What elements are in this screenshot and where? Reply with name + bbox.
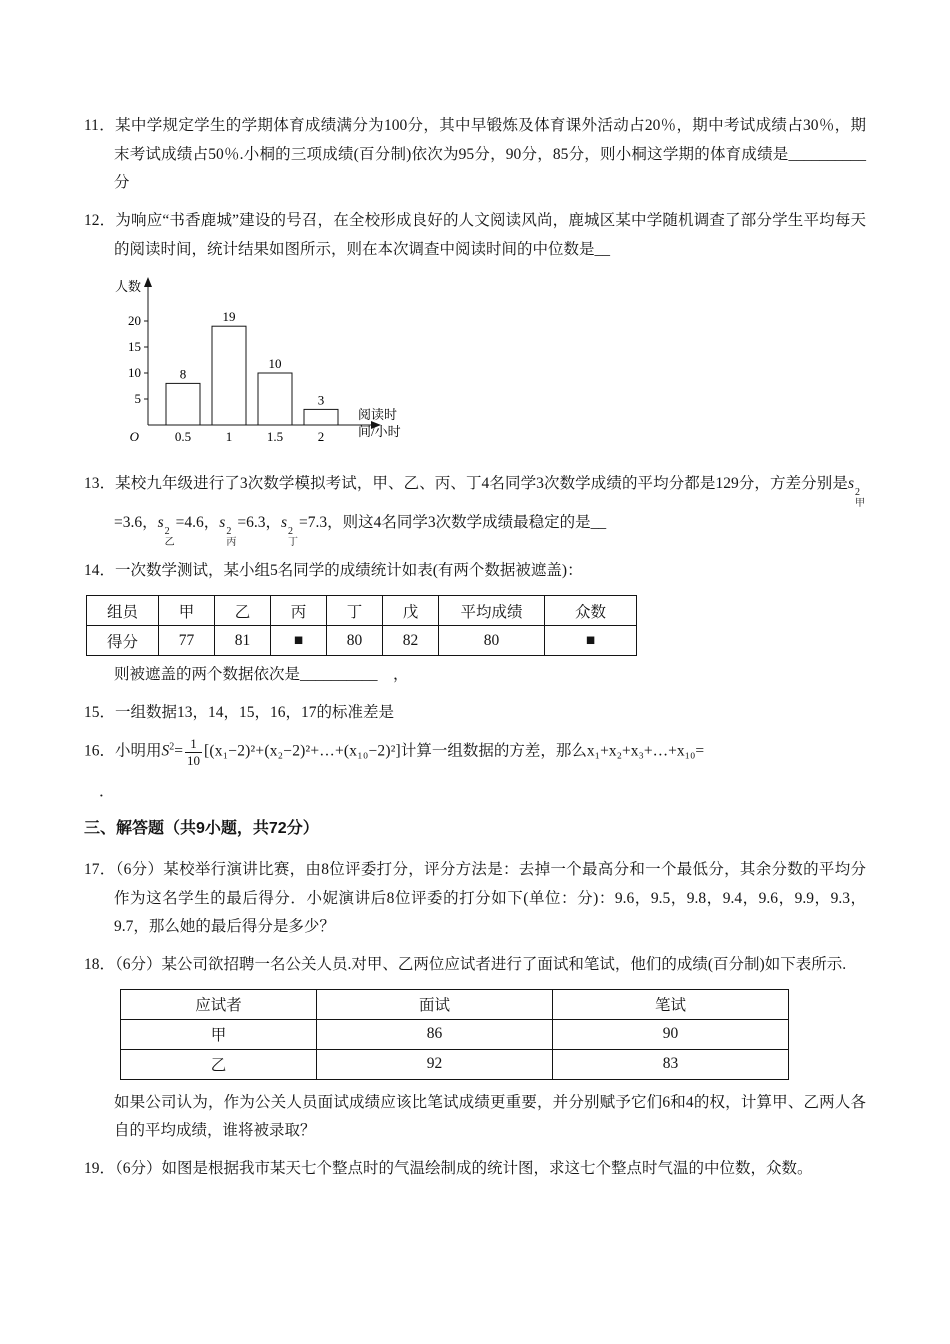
table-cell: 86 [317, 1019, 553, 1049]
question-14 [84, 557, 866, 586]
question-14-text: 14．一次数学测试，某小组5名同学的成绩统计如表(有两个数据被遮盖)： [84, 562, 583, 580]
q18-table-row-yi [121, 1049, 789, 1079]
q14-score-table [86, 595, 637, 656]
table-cell: 得分 [87, 626, 159, 656]
question-17-text: 17．（6分）某校举行演讲比赛，由8位评委打分，评分方法是：去掉一个最高分和一个最低分，其余分数的平均分作为这名学生的最后得分．小妮演讲后8位评委的打分如下(单位：分)：9.6，9.5，9.8，9.4，9.6，9.9，9.3，9.7，那么她的最后得分是多少？ [84, 861, 866, 936]
table-cell: 面试 [317, 989, 553, 1019]
fraction-one-tenth: $\frac{1}{10}$ [187, 736, 201, 768]
table-cell: 戊 [383, 596, 439, 626]
svg-text:5: 5 [134, 391, 141, 407]
table-cell: 笔试 [553, 989, 789, 1019]
question-19-text: 19．（6分）如图是根据我市某天七个整点时的气温绘制成的统计图，求这七个整点时气温的中位数，众数。 [84, 1160, 813, 1178]
question-19 [84, 1155, 866, 1184]
table-cell: 80 [327, 626, 383, 656]
variance-value-yi: =4.6， [175, 514, 220, 532]
table-cell: 甲 [121, 1019, 317, 1049]
q18-table-row-jia [121, 1019, 789, 1049]
table-cell: 82 [383, 626, 439, 656]
question-13-post: 则这4名同学3次数学成绩最稳定的是__ [342, 514, 607, 532]
variance-value-bing: =6.3， [237, 514, 281, 532]
table-cell: 乙 [215, 596, 271, 626]
table-cell: 众数 [545, 596, 637, 626]
table-cell: 丁 [327, 596, 383, 626]
variance-symbol-ding: s 2 丁 [280, 514, 299, 549]
table-cell: 81 [215, 626, 271, 656]
question-17 [84, 856, 866, 942]
variance-value-ding: =7.3， [299, 514, 343, 532]
question-13 [84, 470, 866, 548]
table-cell: 92 [317, 1049, 553, 1079]
question-16-pre: 16．小明用 [84, 743, 162, 761]
question-18-text: 18．（6分）某公司欲招聘一名公关人员.对甲、乙两位应试者进行了面试和笔试，他们的成绩(百分制)如下表所示. [84, 956, 847, 974]
svg-text:O: O [129, 429, 139, 445]
variance-symbol-yi: s 2 乙 [157, 514, 175, 549]
variance-symbol-jia: s 2 甲 [847, 475, 865, 510]
question-16-line2: ． [99, 782, 115, 800]
table-cell: 77 [159, 626, 215, 656]
svg-text:10: 10 [268, 356, 282, 372]
question-16: 16．小明用$S^2=$ $\frac{1}{10}$ [(x₁−2)²+(x₂−2)²+…+(x₁₀−2)²]计算一组数据的方差，那么x₁+x₂+x₃+…+x₁₀= [84, 736, 705, 768]
svg-text:3: 3 [317, 392, 325, 408]
svg-text:8: 8 [179, 366, 187, 382]
table-cell: 平均成绩 [439, 596, 545, 626]
svg-text:阅读时: 阅读时 [358, 407, 398, 423]
question-18 [84, 951, 866, 980]
q18-score-table [120, 989, 789, 1080]
reading-time-chart-svg [98, 273, 450, 455]
variance-value-jia: =3.6， [114, 514, 158, 532]
q14-table-header-row [87, 596, 637, 626]
question-11 [84, 112, 866, 198]
svg-text:0.5: 0.5 [174, 429, 192, 445]
table-cell: 丙 [271, 596, 327, 626]
question-15 [84, 699, 866, 728]
svg-text:19: 19 [222, 309, 236, 325]
table-cell blank-square: ■ [545, 626, 637, 656]
question-16-post: 计算一组数据的方差，那么x₁+x₂+x₃+…+x₁₀= [400, 743, 705, 761]
table-cell: 80 [439, 626, 545, 656]
table-cell: 83 [553, 1049, 789, 1079]
variance-symbol-bing: s 2 丙 [219, 514, 237, 549]
svg-text:1.5: 1.5 [266, 429, 284, 445]
q16-bracket-expression: [(x₁−2)²+(x₂−2)²+…+(x₁₀−2)²] [204, 743, 401, 761]
table-cell: 90 [553, 1019, 789, 1049]
q14-table-score-row [87, 626, 637, 656]
svg-text:1: 1 [225, 429, 233, 445]
q18-table-header-row [121, 989, 789, 1019]
question-11-text: 11．某中学规定学生的学期体育成绩满分为100分，其中早锻炼及体育课外活动占20％，期中考试成绩占30％，期末考试成绩占50％.小桐的三项成绩(百分制)依次为95分，90分，85分，则小桐这学期的体育成绩是__________分 [84, 117, 866, 192]
svg-text:15: 15 [128, 339, 141, 355]
table-cell: 乙 [121, 1049, 317, 1079]
table-cell: 应试者 [121, 989, 317, 1019]
svg-text:20: 20 [128, 313, 141, 329]
svg-text:间/小时: 间/小时 [358, 424, 401, 440]
question-18-followup: 如果公司认为，作为公关人员面试成绩应该比笔试成绩更重要，并分别赋予它们6和4的权，计算甲、乙两人各自的平均成绩，谁将被录取？ [114, 1093, 866, 1140]
svg-text:人数: 人数 [114, 279, 141, 295]
svg-text:2: 2 [317, 429, 325, 445]
question-15-text: 15．一组数据13，14，15，16，17的标准差是 [84, 703, 395, 721]
question-14-answer-blank-line: 则被遮盖的两个数据依次是__________ ， [114, 666, 409, 684]
variance-S-symbol: S [161, 743, 170, 761]
question-12-text: 12．为响应“书香鹿城”建设的号召，在全校形成良好的人文阅读风尚，鹿城区某中学随机调查了部分学生平均每天的阅读时间，统计结果如图所示，则在本次调查中阅读时间的中位数是__ [84, 212, 866, 258]
question-13-text: 13．某校九年级进行了3次数学模拟考试，甲、乙、丙、丁4名同学3次数学成绩的平均分都是129分，方差分别是 [84, 475, 848, 493]
table-cell: 组员 [87, 596, 159, 626]
reading-time-chart [98, 273, 866, 460]
table-cell blank-square: ■ [271, 626, 327, 656]
question-12 [84, 207, 866, 264]
section-3-heading: 三、解答题（共9小题，共72分） [84, 820, 319, 838]
svg-text:10: 10 [128, 365, 141, 381]
table-cell: 甲 [159, 596, 215, 626]
